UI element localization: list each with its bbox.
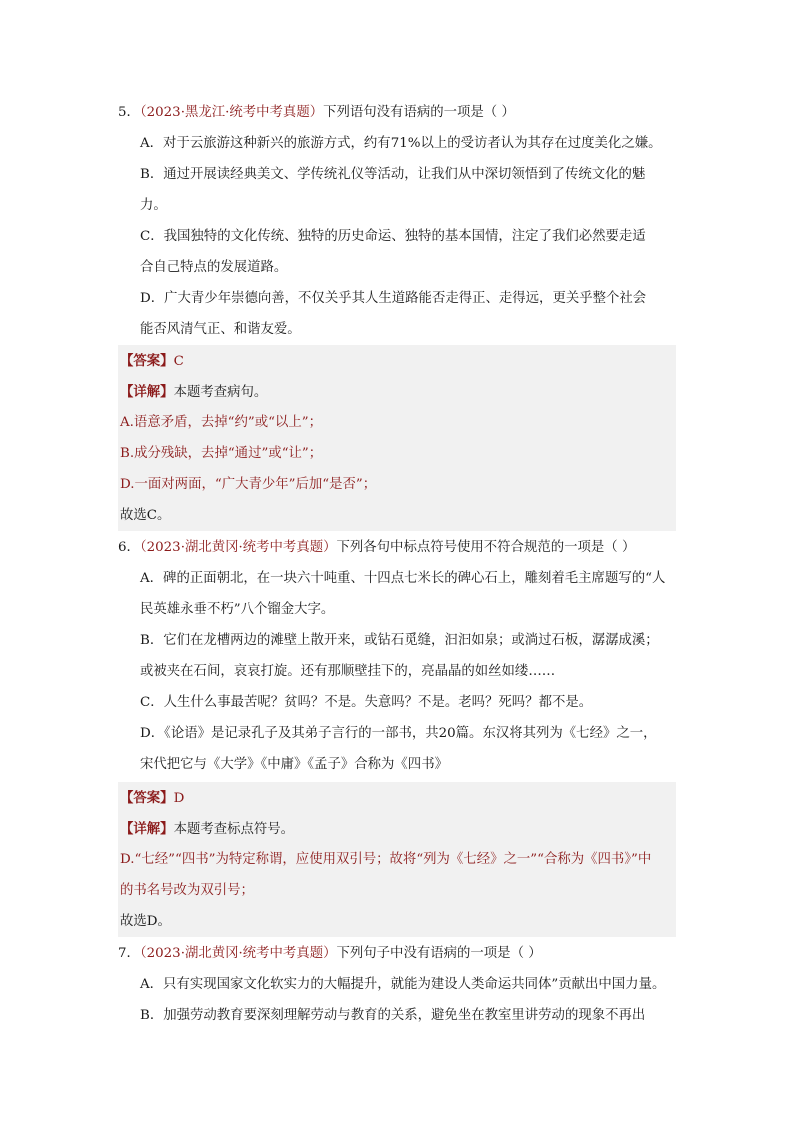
question-source: （2023·黑龙江·统考中考真题） — [139, 105, 324, 120]
answer-value: D — [173, 791, 185, 806]
analysis-line: 的书名号改为双引号； — [120, 883, 254, 898]
question-source: （2023·湖北黄冈·统考中考真题） — [139, 946, 337, 961]
detail-text: 本题考查病句。 — [173, 385, 268, 400]
question-stem: 下列语句没有语病的一项是（ ） — [323, 105, 515, 120]
detail-tag: 【详解】 — [120, 384, 174, 400]
analysis-line: D.一面对两面，“广大青少年”后加“是否”； — [120, 477, 377, 492]
answer-tag: 【答案】 — [120, 353, 174, 369]
answer-tag: 【答案】 — [120, 790, 174, 806]
document-page: 5．（2023·黑龙江·统考中考真题）下列语句没有语病的一项是（ ） A．对于云旅游这种新兴的旅游方式，约有71%以上的受访者认为其存在过度美化之嫌。 B．通过开展读经典美文、学传统礼仪等活动，让我们从中深切领悟到了传统文化的魅 力。 C．我国独特的文化传统、独特的历史命运、独特的基本国情，注定了我们必然要走适 合自己特点的发展道路。 D．广大青少年崇德向善，不仅关乎其人生道路能否走得正、走得远，更关乎整个社会 能否风清气正、和谐友爱。 【答案】C 【详解】本题考查病句。 A.语意矛盾，去掉“约”或“以上”； B.成分残缺，去掉“通过”或“让”； D.一面对两面，“广大青少年”后加“是否”； 故选C。 6．（2023·湖北黄冈·统考中考真题）下列各句中标点符号使用不符合规范的一项是（ ） A．碑的正面朝北，在一块六十吨重、十四点七米长的碑心石上，雕刻着毛主席题写的“人 民英雄永垂不朽”八个镏金大字。 B．它们在龙槽两边的滩壁上散开来，或钻石觅缝，汩汩如泉；或淌过石板，潺潺成溪； 或被夹在石间，哀哀打旋。还有那顺壁挂下的，亮晶晶的如丝如缕…… C．人生什么事最苦呢？贫吗？不是。失意吗？不是。老吗？死吗？都不是。 D．《论语》是记录孔子及其弟子言行的一部书，共20篇。东汉将其列为《七经》之一， 宋代把它与《大学》《中庸》《孟子》合称为《四书》 【答案】D 【详解】本题考查标点符号。 D.“七经”“四书”为特定称谓，应使用双引号；故将“列为《七经》之一”“合称为《四书》”中 的书名号改为双引号； 故选D。 7．（2023·湖北黄冈·统考中考真题）下列句子中没有语病的一项是（ ） A．只有实现国家文化软实力的大幅提升，就能为建设人类命运共同体”贡献出中国力量。 B．加强劳动教育要深刻理解劳动与教育的关系，避免坐在教室里讲劳动的现象不再出 — [0, 0, 794, 1123]
answer-block — [118, 345, 676, 531]
detail-line — [120, 819, 294, 840]
question-number: 7． — [118, 946, 140, 961]
analysis-line: D.“七经”“四书”为特定称谓，应使用双引号；故将“列为《七经》之一”“合称为《四书》”中 — [120, 852, 652, 867]
conclusion-line: 故选D。 — [120, 914, 171, 929]
question-number: 5． — [118, 105, 140, 120]
question-number: 6． — [118, 540, 140, 555]
detail-text: 本题考查标点符号。 — [173, 822, 295, 837]
detail-tag: 【详解】 — [120, 821, 174, 837]
conclusion-line: 故选C。 — [120, 508, 171, 523]
answer-value: C — [173, 354, 184, 369]
question-stem: 下列句子中没有语病的一项是（ ） — [336, 946, 542, 961]
detail-line — [120, 382, 267, 403]
answer-line — [120, 788, 184, 809]
question-source: （2023·湖北黄冈·统考中考真题） — [139, 540, 337, 555]
answer-line — [120, 351, 184, 372]
question-stem: 下列各句中标点符号使用不符合规范的一项是（ ） — [336, 540, 636, 555]
analysis-line: A.语意矛盾，去掉“约”或“以上”； — [120, 415, 322, 430]
analysis-line: B.成分残缺，去掉“通过”或“让”； — [120, 446, 323, 461]
